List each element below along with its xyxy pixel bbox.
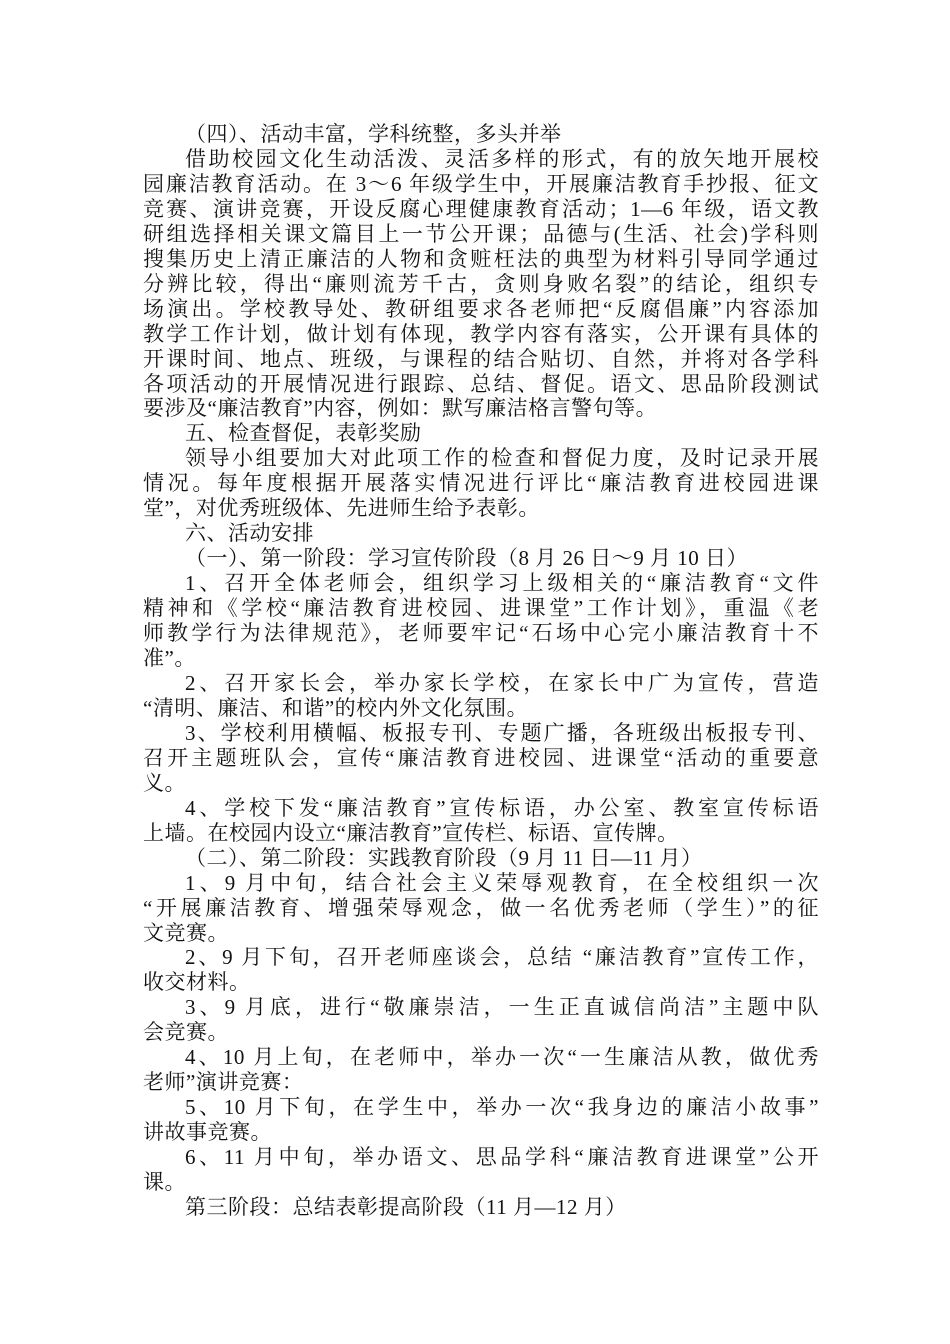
text-line: 堂”，对优秀班级体、先进师生给予表彰。 [143,496,540,521]
text-line: 情况。每年度根据开展落实情况进行评比“廉洁教育进校园进课 [143,471,819,496]
text-line: 要涉及“廉洁教育”内容，例如：默写廉洁格言警句等。 [143,396,658,421]
text-line: 借助校园文化生动活泼、灵活多样的形式，有的放矢地开展校 [185,146,819,171]
text-line: 2、召开家长会，举办家长学校，在家长中广为宣传，营造 [185,670,819,695]
text-line: 4、10 月上旬，在老师中，举办一次“一生廉洁从教，做优秀 [185,1045,819,1070]
text-line: 五、检查督促，表彰奖励 [185,421,422,446]
text-line: 2、9 月下旬，召开老师座谈会，总结 “廉洁教育”宣传工作， [185,945,819,970]
text-line: 上墙。在校园内设立“廉洁教育”宣传栏、标语、宣传牌。 [143,820,679,845]
text-line: 文竞赛。 [143,920,229,945]
text-line: 场演出。学校教导处、教研组要求各老师把“反腐倡廉”内容添加 [143,296,819,321]
document-text-block [143,122,819,1220]
text-line: 1、召开全体老师会，组织学习上级相关的“廉洁教育“文件 [185,571,819,596]
text-line: 师教学行为法律规范》，老师要牢记“石场中心完小廉洁教育十不 [143,621,819,646]
text-line: 3、学校利用横幅、板报专刊、专题广播，各班级出板报专刊、 [185,720,819,745]
text-line: 讲故事竞赛。 [143,1120,272,1145]
text-line: 3、9 月底，进行“敬廉崇洁，一生正直诚信尚洁”主题中队 [185,995,819,1020]
text-line: 研组选择相关课文篇目上一节公开课；品德与(生活、社会)学科则 [143,221,819,246]
text-line: （一）、第一阶段：学习宣传阶段（8 月 26 日～9 月 10 日） [185,546,748,571]
text-line: 义。 [143,770,186,795]
text-line: 召开主题班队会，宣传“廉洁教育进校园、进课堂“活动的重要意 [143,745,819,770]
text-line: 1、9 月中旬，结合社会主义荣辱观教育，在全校组织一次 [185,870,819,895]
text-line: 精神和《学校“廉洁教育进校园、进课堂”工作计划》，重温《老 [143,596,819,621]
text-line: 4、学校下发“廉洁教育”宣传标语，办公室、教室宣传标语 [185,795,819,820]
text-line: 园廉洁教育活动。在 3～6 年级学生中，开展廉洁教育手抄报、征文 [143,171,819,196]
text-line: 收交材料。 [143,970,251,995]
text-line: 领导小组要加大对此项工作的检查和督促力度，及时记录开展 [185,446,819,471]
text-line: “清明、廉洁、和谐”的校内外文化氛围。 [143,695,529,720]
text-line: 分辨比较，得出“廉则流芳千古，贪则身败名裂”的结论，组织专 [143,271,819,296]
text-line: （四）、活动丰富，学科统整，多头并举 [185,122,562,146]
text-line: 第三阶段：总结表彰提高阶段（11 月—12 月） [185,1194,627,1219]
text-line: 开课时间、地点、班级，与课程的结合贴切、自然，并将对各学科 [143,346,819,371]
text-line: 准”。 [143,646,196,671]
text-line: 课。 [143,1170,186,1195]
text-line: 教学工作计划，做计划有体现，教学内容有落实，公开课有具体的 [143,321,819,346]
text-line: 6、11 月中旬，举办语文、思品学科“廉洁教育进课堂”公开 [185,1145,819,1170]
text-line: “开展廉洁教育、增强荣辱观念，做一名优秀老师（学生）”的征 [143,895,819,920]
text-line: 各项活动的开展情况进行跟踪、总结、督促。语文、思品阶段测试 [143,371,819,396]
text-line: 竞赛、演讲竞赛，开设反腐心理健康教育活动；1—6 年级，语文教 [143,196,819,221]
text-line: （二）、第二阶段：实践教育阶段（9 月 11 日—11 月） [185,845,703,870]
text-line: 六、活动安排 [185,521,314,546]
text-line: 5、10 月下旬，在学生中，举办一次“我身边的廉洁小故事” [185,1095,819,1120]
text-line: 搜集历史上清正廉洁的人物和贪赃枉法的典型为材料引导同学通过 [143,246,819,271]
text-line: 老师”演讲竞赛： [143,1070,304,1095]
text-line: 会竞赛。 [143,1020,229,1045]
